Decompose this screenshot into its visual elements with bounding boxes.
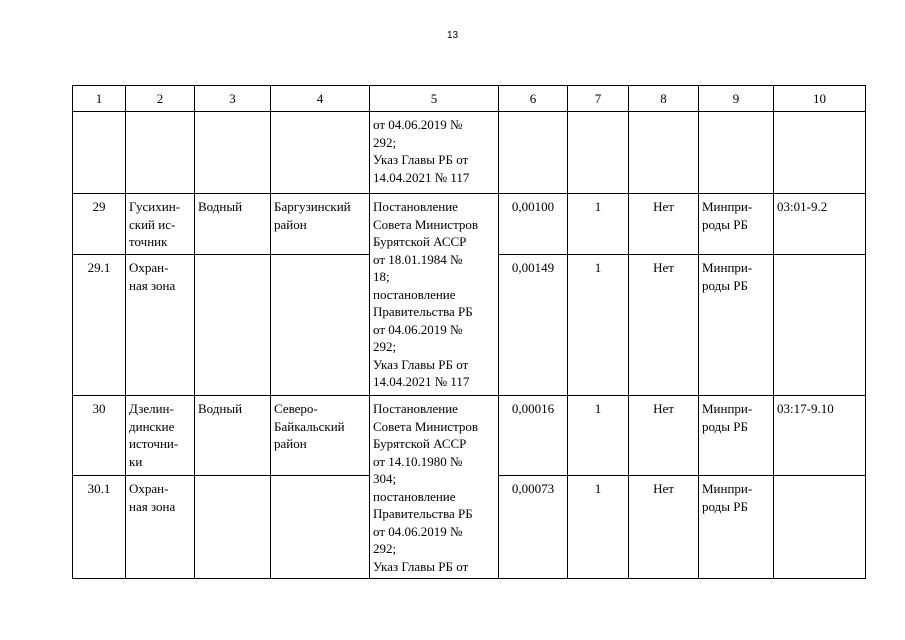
- area-value: 0,00073: [499, 476, 568, 579]
- count-value: 1: [568, 476, 629, 579]
- area-value: 0,00100: [499, 194, 568, 255]
- count-value: 1: [568, 396, 629, 476]
- object-type: Водный: [195, 396, 271, 476]
- object-name: Дзелин- динские источни- ки: [129, 401, 179, 469]
- organization: Минпри- роды РБ: [702, 401, 753, 434]
- table-row-continued: [73, 112, 866, 194]
- object-name: Охран- ная зона: [129, 260, 176, 293]
- header-cell: 2: [126, 86, 195, 112]
- district: Северо- Байкальский район: [274, 401, 345, 451]
- row-number: 29.1: [73, 255, 126, 396]
- registry-table: [72, 85, 866, 579]
- object-type: Водный: [195, 194, 271, 255]
- header-cell: 6: [499, 86, 568, 112]
- header-cell: 7: [568, 86, 629, 112]
- header-cell: 3: [195, 86, 271, 112]
- document-reference: от 04.06.2019 № 292; Указ Главы РБ от 14.04.2021 № 117: [373, 117, 470, 185]
- header-cell: 8: [629, 86, 699, 112]
- organization: Минпри- роды РБ: [702, 260, 753, 293]
- object-name: Гусихин- ский ис- точник: [129, 199, 180, 249]
- organization: Минпри- роды РБ: [702, 199, 753, 232]
- row-number: 30: [73, 396, 126, 476]
- table-row: [73, 194, 866, 255]
- flag-value: Нет: [629, 476, 699, 579]
- area-value: 0,00149: [499, 255, 568, 396]
- header-cell: 5: [370, 86, 499, 112]
- flag-value: Нет: [629, 396, 699, 476]
- header-cell: 10: [774, 86, 866, 112]
- document-reference: Постановление Совета Министров Бурятской АССР от 14.10.1980 № 304; постановление Правительства РБ от 04.06.2019 № 292; Указ Главы РБ от: [373, 401, 479, 574]
- area-value: 0,00016: [499, 396, 568, 476]
- page-number: 13: [446, 30, 459, 41]
- cadastral-code: 03:17-9.10: [774, 396, 866, 476]
- object-name: Охран- ная зона: [129, 481, 176, 514]
- header-cell: 9: [699, 86, 774, 112]
- organization: Минпри- роды РБ: [702, 481, 753, 514]
- flag-value: Нет: [629, 194, 699, 255]
- row-number: 29: [73, 194, 126, 255]
- count-value: 1: [568, 255, 629, 396]
- table-row: [73, 396, 866, 476]
- document-reference: Постановление Совета Министров Бурятской АССР от 18.01.1984 № 18; постановление Правительства РБ от 04.06.2019 № 292; Указ Главы РБ от 14.04.2021 № 117: [373, 199, 479, 389]
- count-value: 1: [568, 194, 629, 255]
- table-header-row: [73, 86, 866, 112]
- district: Баргузинский район: [274, 199, 351, 232]
- header-cell: 1: [73, 86, 126, 112]
- row-number: 30.1: [73, 476, 126, 579]
- header-cell: 4: [271, 86, 370, 112]
- cadastral-code: 03:01-9.2: [774, 194, 866, 255]
- flag-value: Нет: [629, 255, 699, 396]
